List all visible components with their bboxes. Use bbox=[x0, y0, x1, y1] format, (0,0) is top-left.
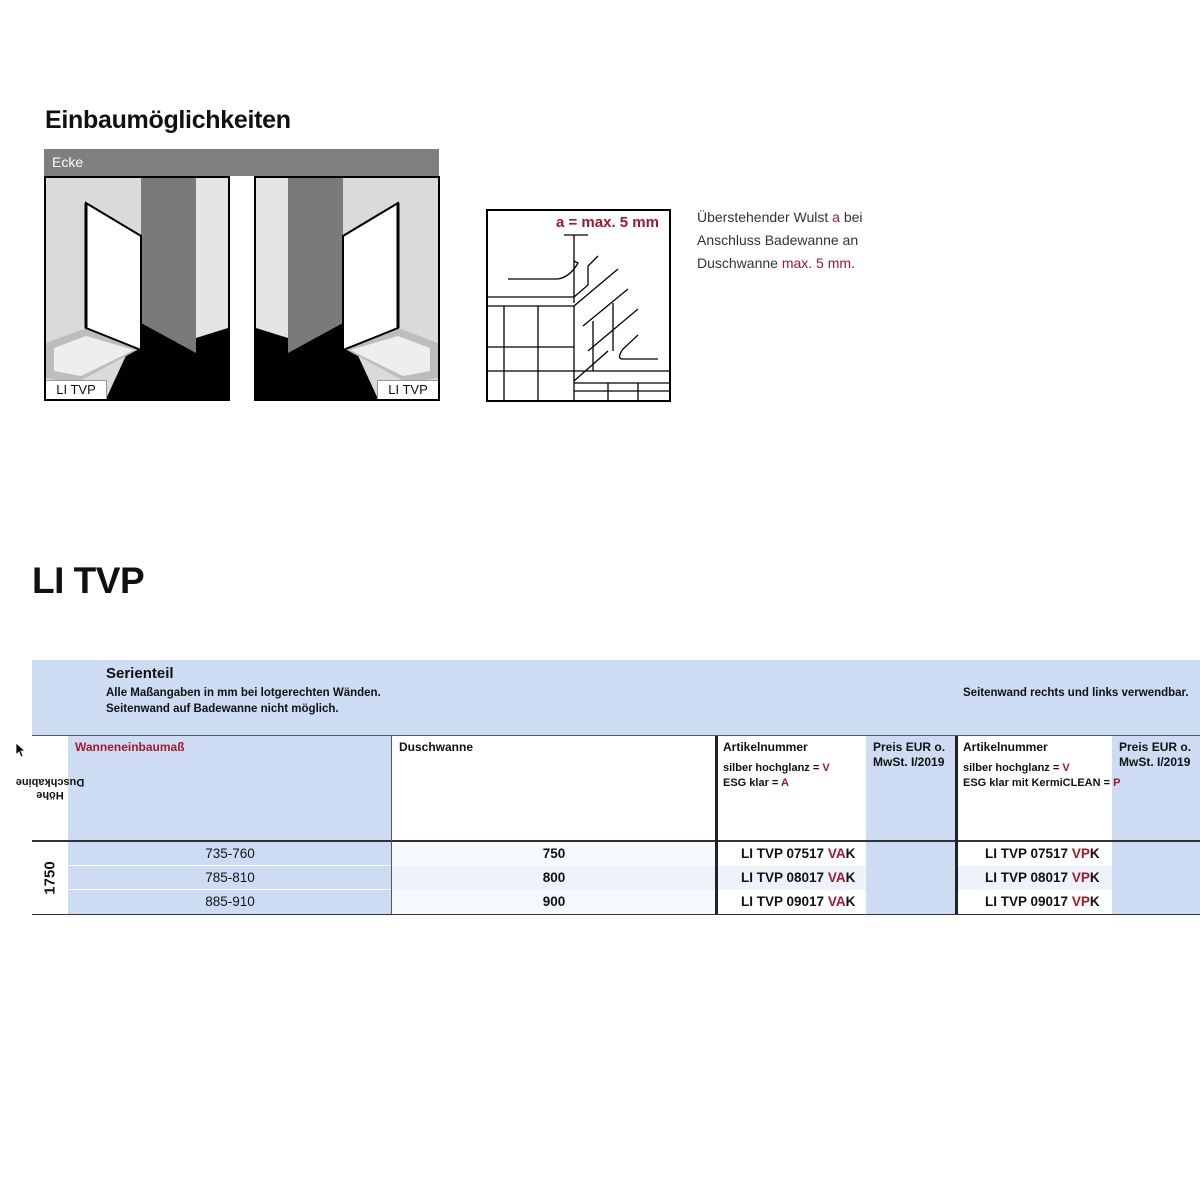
series-line1: Alle Maßangaben in mm bei lotgerechten Wänden. bbox=[106, 687, 381, 699]
detail-sketch bbox=[488, 211, 669, 400]
height-value-cell bbox=[32, 842, 68, 914]
series-title: Serienteil bbox=[106, 665, 174, 682]
section-heading: Einbaumöglichkeiten bbox=[45, 106, 291, 134]
row3-art1-pre: LI TVP 09017 bbox=[741, 894, 828, 909]
row1-art2-post: K bbox=[1089, 846, 1100, 861]
row2-art2-pre: LI TVP 08017 bbox=[985, 870, 1072, 885]
row3-art2-post: K bbox=[1089, 894, 1100, 909]
row2-art2 bbox=[985, 866, 1100, 890]
table-bottom-line bbox=[32, 914, 1200, 915]
row2-art1-code: VA bbox=[827, 870, 846, 885]
row1-art2-pre: LI TVP 07517 bbox=[985, 846, 1072, 861]
series-right-note: Seitenwand rechts und links verwendbar. bbox=[963, 687, 1189, 699]
series-line2: Seitenwand auf Badewanne nicht möglich. bbox=[106, 703, 339, 715]
note-a: a bbox=[832, 209, 840, 225]
model-title: LI TVP bbox=[32, 560, 145, 601]
row1-art1-pre: LI TVP 07517 bbox=[741, 846, 828, 861]
art1-l1-code: V bbox=[822, 762, 830, 774]
note-end: . bbox=[851, 255, 855, 271]
art2-l1-text: silber hochglanz = bbox=[963, 762, 1063, 774]
header-art2-l2 bbox=[963, 776, 1120, 791]
row2-dusch: 800 bbox=[542, 870, 566, 885]
header-dusch: Duschwanne bbox=[399, 740, 474, 754]
height-value: 1750 bbox=[41, 861, 59, 895]
corner-right-drawing bbox=[256, 178, 438, 399]
height-header-label: Höhe Duschkabine bbox=[15, 776, 85, 801]
header-art2-l1 bbox=[963, 761, 1070, 776]
wulst-note bbox=[697, 206, 897, 275]
height-header bbox=[15, 736, 85, 840]
panel-right-tag: LI TVP bbox=[377, 380, 438, 399]
row3-art2-code: VP bbox=[1071, 894, 1090, 909]
row1-art2-code: VP bbox=[1071, 846, 1090, 861]
header-price1: Preis EUR o. MwSt. I/2019 bbox=[873, 740, 946, 769]
header-art1-l1 bbox=[723, 761, 830, 776]
row1-art1 bbox=[741, 842, 855, 866]
row3-art2 bbox=[985, 890, 1100, 914]
installation-illustration-left bbox=[44, 176, 230, 401]
row1-art2 bbox=[985, 842, 1100, 866]
wulst-detail-drawing bbox=[486, 209, 671, 402]
header-wanne: Wanneneinbaumaß bbox=[75, 740, 185, 754]
art1-l2-code: A bbox=[781, 777, 789, 789]
header-art1-l2 bbox=[723, 776, 789, 791]
art2-l2-text: ESG klar mit KermiCLEAN = bbox=[963, 777, 1114, 789]
row1-art1-post: K bbox=[845, 846, 856, 861]
ecke-label: Ecke bbox=[52, 154, 84, 170]
art1-l2-text: ESG klar = bbox=[723, 777, 781, 789]
row2-art2-post: K bbox=[1089, 870, 1100, 885]
panel-left-tag: LI TVP bbox=[46, 380, 107, 399]
installation-illustration-right bbox=[254, 176, 440, 401]
row3-wanne: 885-910 bbox=[205, 894, 255, 909]
art1-l1-text: silber hochglanz = bbox=[723, 762, 823, 774]
header-price2: Preis EUR o. MwSt. I/2019 bbox=[1119, 740, 1192, 769]
note-max: max. 5 mm bbox=[781, 255, 852, 271]
row3-art1-code: VA bbox=[827, 894, 846, 909]
row2-art1 bbox=[741, 866, 855, 890]
header-art1: Artikelnummer bbox=[723, 740, 808, 754]
row1-wanne: 735-760 bbox=[205, 846, 255, 861]
row1-art1-code: VA bbox=[827, 846, 846, 861]
detail-label: a = max. 5 mm bbox=[556, 214, 659, 231]
row2-art2-code: VP bbox=[1071, 870, 1090, 885]
row1-dusch: 750 bbox=[542, 846, 566, 861]
vline-art2 bbox=[955, 736, 958, 914]
corner-left-drawing bbox=[46, 178, 228, 399]
mouse-cursor-icon bbox=[16, 743, 26, 758]
row2-art1-post: K bbox=[845, 870, 856, 885]
row3-dusch: 900 bbox=[542, 894, 566, 909]
note-part1: Überstehender Wulst bbox=[697, 209, 833, 225]
note-part2: bei Anschluss Badewanne an Duschwanne bbox=[697, 209, 863, 271]
row2-wanne: 785-810 bbox=[205, 870, 255, 885]
row3-art1 bbox=[741, 890, 855, 914]
ecke-bar bbox=[44, 149, 439, 176]
row3-art1-post: K bbox=[845, 894, 856, 909]
art2-l2-code: P bbox=[1113, 777, 1121, 789]
art2-l1-code: V bbox=[1062, 762, 1070, 774]
row2-art1-pre: LI TVP 08017 bbox=[741, 870, 828, 885]
row3-art2-pre: LI TVP 09017 bbox=[985, 894, 1072, 909]
header-art2: Artikelnummer bbox=[963, 740, 1048, 754]
